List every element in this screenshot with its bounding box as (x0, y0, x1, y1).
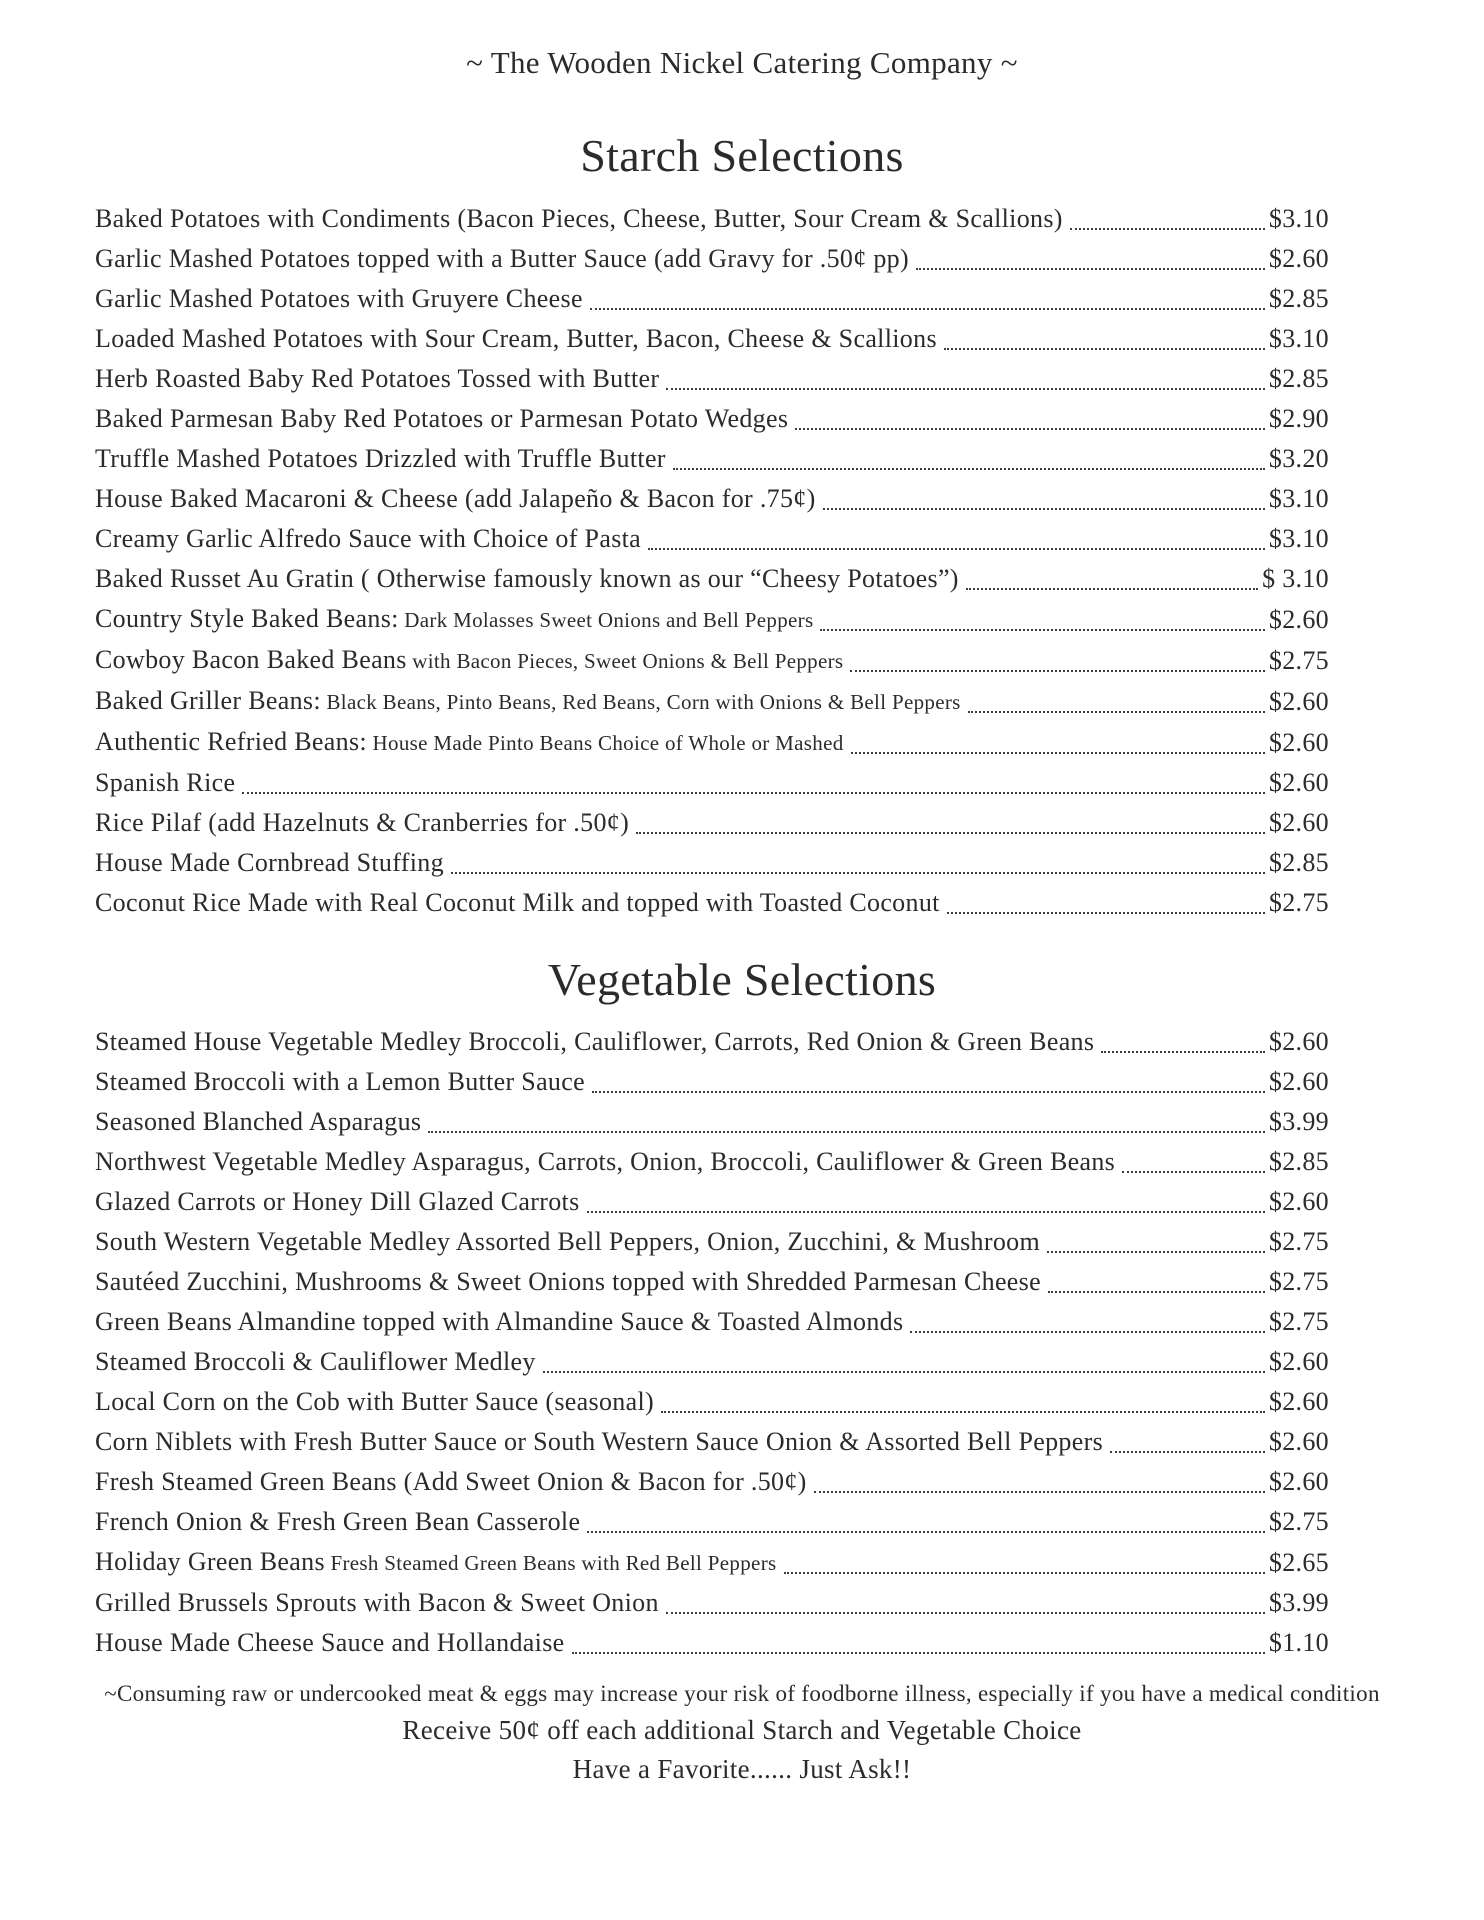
item-name: Truffle Mashed Potatoes Drizzled with Truffle Butter (95, 443, 666, 473)
menu-item (95, 399, 1329, 439)
dotted-leader (910, 1331, 1264, 1333)
item-price: $3.10 (1268, 203, 1329, 233)
menu-item (95, 722, 1329, 763)
item-name: Herb Roasted Baby Red Potatoes Tossed with Butter (95, 363, 660, 393)
dotted-leader (673, 468, 1265, 470)
item-name: Northwest Vegetable Medley Asparagus, Carrots, Onion, Broccoli, Cauliflower & Green Beans (95, 1147, 1116, 1177)
menu-item (95, 1462, 1329, 1502)
item-name: Fresh Steamed Green Beans (Add Sweet Onion & Bacon for .50¢) (95, 1467, 807, 1497)
dotted-leader (1070, 228, 1265, 230)
menu-item (95, 1222, 1329, 1262)
item-price: $2.75 (1268, 1227, 1329, 1257)
dotted-leader (451, 872, 1265, 874)
dotted-leader (636, 832, 1265, 834)
item-price: $2.60 (1268, 767, 1329, 797)
item-name: Loaded Mashed Potatoes with Sour Cream, Butter, Bacon, Cheese & Scallions (95, 323, 937, 353)
item-price: $2.60 (1268, 686, 1329, 716)
dotted-leader (944, 348, 1265, 350)
item-name: Baked Potatoes with Condiments (Bacon Pieces, Cheese, Butter, Sour Cream & Scallions) (95, 203, 1063, 233)
discount-text: Receive 50¢ off each additional Starch and Vegetable Choice (402, 1714, 1082, 1745)
item-name: Cowboy Bacon Baked Beans with Bacon Pieces, Sweet Onions & Bell Peppers (95, 644, 844, 674)
dotted-leader (1101, 1051, 1265, 1053)
item-price: $3.99 (1268, 1588, 1329, 1618)
menu-item (95, 559, 1329, 599)
dotted-leader (916, 268, 1265, 270)
item-name: Steamed Broccoli with a Lemon Butter Sauce (95, 1067, 585, 1097)
menu-item (95, 1262, 1329, 1302)
item-price: $2.75 (1268, 1267, 1329, 1297)
company-title: ~ The Wooden Nickel Catering Company ~ (466, 45, 1018, 80)
disclaimer-text: ~Consuming raw or undercooked meat & eggs may increase your risk of foodborne illness, especially if you have a medical condition (104, 1681, 1380, 1707)
item-price: $2.85 (1268, 363, 1329, 393)
item-name: Grilled Brussels Sprouts with Bacon & Sweet Onion (95, 1588, 659, 1618)
favorite-text: Have a Favorite...... Just Ask!! (572, 1753, 912, 1784)
menu-item (95, 1422, 1329, 1462)
menu-item (95, 199, 1329, 239)
item-price: $3.99 (1268, 1107, 1329, 1137)
menu-item (95, 1342, 1329, 1382)
dotted-leader (648, 548, 1265, 550)
item-name: Garlic Mashed Potatoes with Gruyere Cheese (95, 283, 583, 313)
menu-item (95, 1583, 1329, 1623)
item-price: $2.60 (1268, 604, 1329, 634)
dotted-leader (587, 1531, 1265, 1533)
item-price: $2.60 (1268, 1467, 1329, 1497)
dotted-leader (1047, 1251, 1265, 1253)
dotted-leader (966, 588, 1258, 590)
item-name: Baked Parmesan Baby Red Potatoes or Parmesan Potato Wedges (95, 403, 789, 433)
item-price: $2.75 (1268, 1307, 1329, 1337)
dotted-leader (572, 1652, 1265, 1654)
item-price: $2.60 (1268, 807, 1329, 837)
item-price: $2.60 (1268, 1427, 1329, 1457)
menu-item (95, 479, 1329, 519)
vegetable-section (95, 951, 1389, 1664)
starch-section (95, 127, 1389, 923)
section-title-starch: Starch Selections (580, 130, 904, 182)
menu-item (95, 359, 1329, 399)
item-name: Local Corn on the Cob with Butter Sauce (seasonal) (95, 1387, 654, 1417)
item-desc: Fresh Steamed Green Beans with Red Bell Peppers (324, 1551, 777, 1576)
item-name: Glazed Carrots or Honey Dill Glazed Carrots (95, 1187, 580, 1217)
menu-item (95, 1382, 1329, 1422)
item-price: $3.10 (1268, 483, 1329, 513)
menu-item (95, 681, 1329, 722)
menu-item (95, 1102, 1329, 1142)
item-price: $2.75 (1268, 1507, 1329, 1537)
item-price: $3.10 (1268, 523, 1329, 553)
item-name: House Baked Macaroni & Cheese (add Jalapeño & Bacon for .75¢) (95, 483, 816, 513)
dotted-leader (666, 388, 1265, 390)
dotted-leader (428, 1131, 1265, 1133)
item-price: $2.85 (1268, 283, 1329, 313)
dotted-leader (590, 308, 1265, 310)
item-price: $2.60 (1268, 243, 1329, 273)
item-name: Green Beans Almandine topped with Almandine Sauce & Toasted Almonds (95, 1307, 904, 1337)
item-price: $ 3.10 (1262, 563, 1329, 593)
menu-item (95, 843, 1329, 883)
menu-item (95, 1022, 1329, 1062)
item-price: $2.65 (1268, 1548, 1329, 1578)
item-name: House Made Cornbread Stuffing (95, 847, 444, 877)
item-price: $2.60 (1268, 1067, 1329, 1097)
item-price: $2.75 (1268, 645, 1329, 675)
item-name: French Onion & Fresh Green Bean Casserole (95, 1507, 581, 1537)
menu-item (95, 1542, 1329, 1583)
item-name: Steamed Broccoli & Cauliflower Medley (95, 1347, 536, 1377)
menu-item (95, 319, 1329, 359)
dotted-leader (1110, 1451, 1265, 1453)
dotted-leader (820, 629, 1264, 631)
footer (95, 1677, 1389, 1789)
menu-item (95, 279, 1329, 319)
menu-item (95, 1302, 1329, 1342)
item-name: Sautéed Zucchini, Mushrooms & Sweet Onions topped with Shredded Parmesan Cheese (95, 1267, 1041, 1297)
dotted-leader (851, 752, 1265, 754)
dotted-leader (1048, 1291, 1265, 1293)
item-name: Rice Pilaf (add Hazelnuts & Cranberries for .50¢) (95, 807, 630, 837)
menu-item (95, 439, 1329, 479)
item-name: Spanish Rice (95, 767, 236, 797)
menu-item (95, 1182, 1329, 1222)
item-price: $3.10 (1268, 323, 1329, 353)
item-price: $2.85 (1268, 1147, 1329, 1177)
item-name: Seasoned Blanched Asparagus (95, 1107, 422, 1137)
menu-item (95, 1623, 1329, 1663)
item-price: $2.60 (1268, 1387, 1329, 1417)
item-name: Baked Griller Beans: Black Beans, Pinto Beans, Red Beans, Corn with Onions & Bell Peppers (95, 685, 961, 715)
item-desc: House Made Pinto Beans Choice of Whole or Mashed (366, 730, 844, 755)
item-name: Holiday Green Beans Fresh Steamed Green Beans with Red Bell Peppers (95, 1547, 777, 1577)
item-price: $2.60 (1268, 1187, 1329, 1217)
dotted-leader (543, 1371, 1265, 1373)
item-price: $3.20 (1268, 443, 1329, 473)
starch-menu-list (95, 199, 1389, 923)
dotted-leader (814, 1491, 1265, 1493)
dotted-leader (666, 1612, 1265, 1614)
vegetable-menu-list (95, 1022, 1389, 1663)
item-desc: Dark Molasses Sweet Onions and Bell Peppers (398, 607, 814, 632)
dotted-leader (1122, 1171, 1265, 1173)
dotted-leader (661, 1411, 1265, 1413)
dotted-leader (823, 508, 1265, 510)
menu-item (95, 883, 1329, 923)
menu-item (95, 1142, 1329, 1182)
dotted-leader (968, 711, 1265, 713)
menu-item (95, 1502, 1329, 1542)
item-price: $2.60 (1268, 1347, 1329, 1377)
item-name: Steamed House Vegetable Medley Broccoli, Cauliflower, Carrots, Red Onion & Green Beans (95, 1027, 1095, 1057)
menu-item (95, 803, 1329, 843)
item-name: Authentic Refried Beans: House Made Pinto Beans Choice of Whole or Mashed (95, 726, 844, 756)
dotted-leader (242, 792, 1265, 794)
dotted-leader (587, 1211, 1265, 1213)
menu-item (95, 599, 1329, 640)
item-price: $2.60 (1268, 727, 1329, 757)
item-name: South Western Vegetable Medley Assorted Bell Peppers, Onion, Zucchini, & Mushroom (95, 1227, 1041, 1257)
dotted-leader (795, 428, 1265, 430)
dotted-leader (784, 1572, 1265, 1574)
item-name: Garlic Mashed Potatoes topped with a Butter Sauce (add Gravy for .50¢ pp) (95, 243, 909, 273)
item-name: Coconut Rice Made with Real Coconut Milk and topped with Toasted Coconut (95, 887, 940, 917)
item-name: Baked Russet Au Gratin ( Otherwise famously known as our “Cheesy Potatoes”) (95, 563, 959, 593)
section-title-vegetable: Vegetable Selections (547, 953, 937, 1005)
item-price: $2.75 (1268, 887, 1329, 917)
dotted-leader (592, 1091, 1265, 1093)
item-name: House Made Cheese Sauce and Hollandaise (95, 1628, 565, 1658)
item-price: $2.90 (1268, 403, 1329, 433)
menu-item (95, 519, 1329, 559)
dotted-leader (850, 670, 1264, 672)
item-price: $2.85 (1268, 847, 1329, 877)
menu-item (95, 239, 1329, 279)
item-name: Country Style Baked Beans: Dark Molasses Sweet Onions and Bell Peppers (95, 603, 814, 633)
menu-item (95, 640, 1329, 681)
menu-item (95, 1062, 1329, 1102)
item-price: $2.60 (1268, 1027, 1329, 1057)
item-desc: with Bacon Pieces, Sweet Onions & Bell Peppers (406, 648, 844, 673)
item-name: Creamy Garlic Alfredo Sauce with Choice of Pasta (95, 523, 642, 553)
item-name: Corn Niblets with Fresh Butter Sauce or South Western Sauce Onion & Assorted Bell Peppers (95, 1427, 1104, 1457)
item-desc: Black Beans, Pinto Beans, Red Beans, Corn with Onions & Bell Peppers (320, 689, 961, 714)
menu-item (95, 763, 1329, 803)
dotted-leader (947, 912, 1265, 914)
item-price: $1.10 (1268, 1628, 1329, 1658)
